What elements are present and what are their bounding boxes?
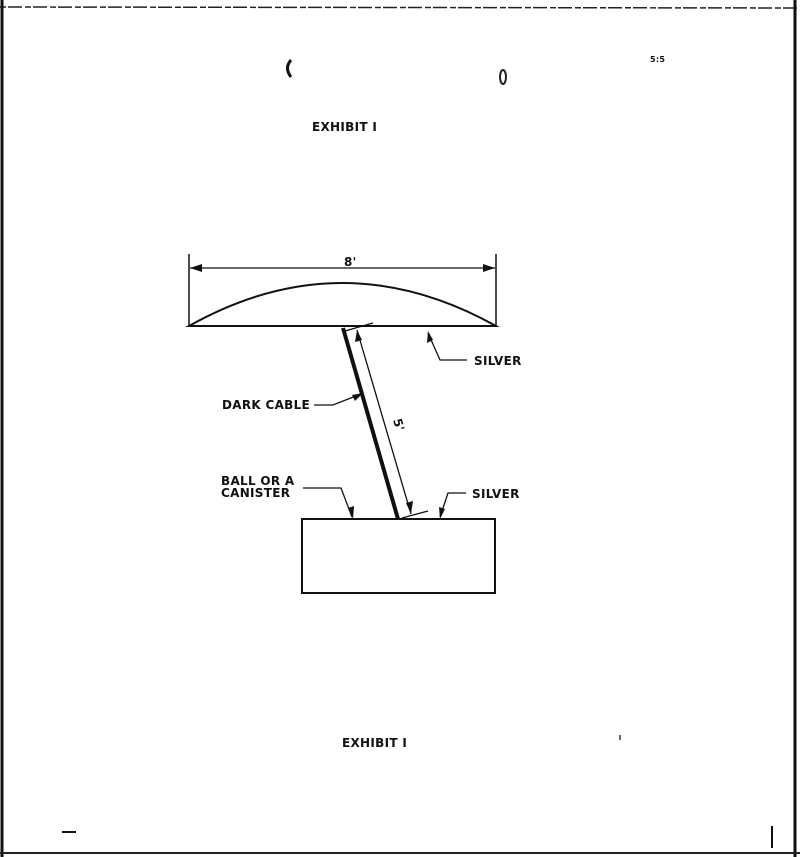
bottom-title: EXHIBIT I	[342, 736, 408, 750]
top-silver-label: SILVER	[474, 354, 522, 368]
bottom-silver-leader	[440, 493, 466, 517]
cable-dimension-arrow-bottom	[406, 501, 413, 514]
disc-shape	[189, 283, 496, 326]
top-silver-leader	[428, 333, 467, 360]
top-title: EXHIBIT I	[312, 120, 378, 134]
canister-arrow	[348, 506, 354, 519]
right-punch-mark	[500, 70, 506, 84]
dark-cable	[343, 328, 398, 519]
canister-label-line2: CANISTER	[221, 486, 291, 500]
width-dimension-label: 8'	[344, 255, 357, 269]
cable-dimension-arrow-top	[355, 330, 362, 342]
margin-mark: 5:5	[650, 55, 666, 64]
width-arrow-right	[483, 264, 495, 272]
canister-label-line1: BALL OR A	[221, 474, 295, 488]
dark-cable-label: DARK CABLE	[222, 398, 311, 412]
bottom-silver-label: SILVER	[472, 487, 520, 501]
canister-box	[302, 519, 495, 593]
cable-dimension-tick-bottom	[402, 511, 428, 518]
top-scan-edge	[0, 7, 800, 8]
bottom-silver-arrow	[439, 507, 445, 519]
cable-length-label: 5'	[390, 416, 408, 433]
width-arrow-left	[190, 264, 202, 272]
left-punch-mark	[288, 60, 292, 77]
canister-leader	[303, 488, 352, 517]
